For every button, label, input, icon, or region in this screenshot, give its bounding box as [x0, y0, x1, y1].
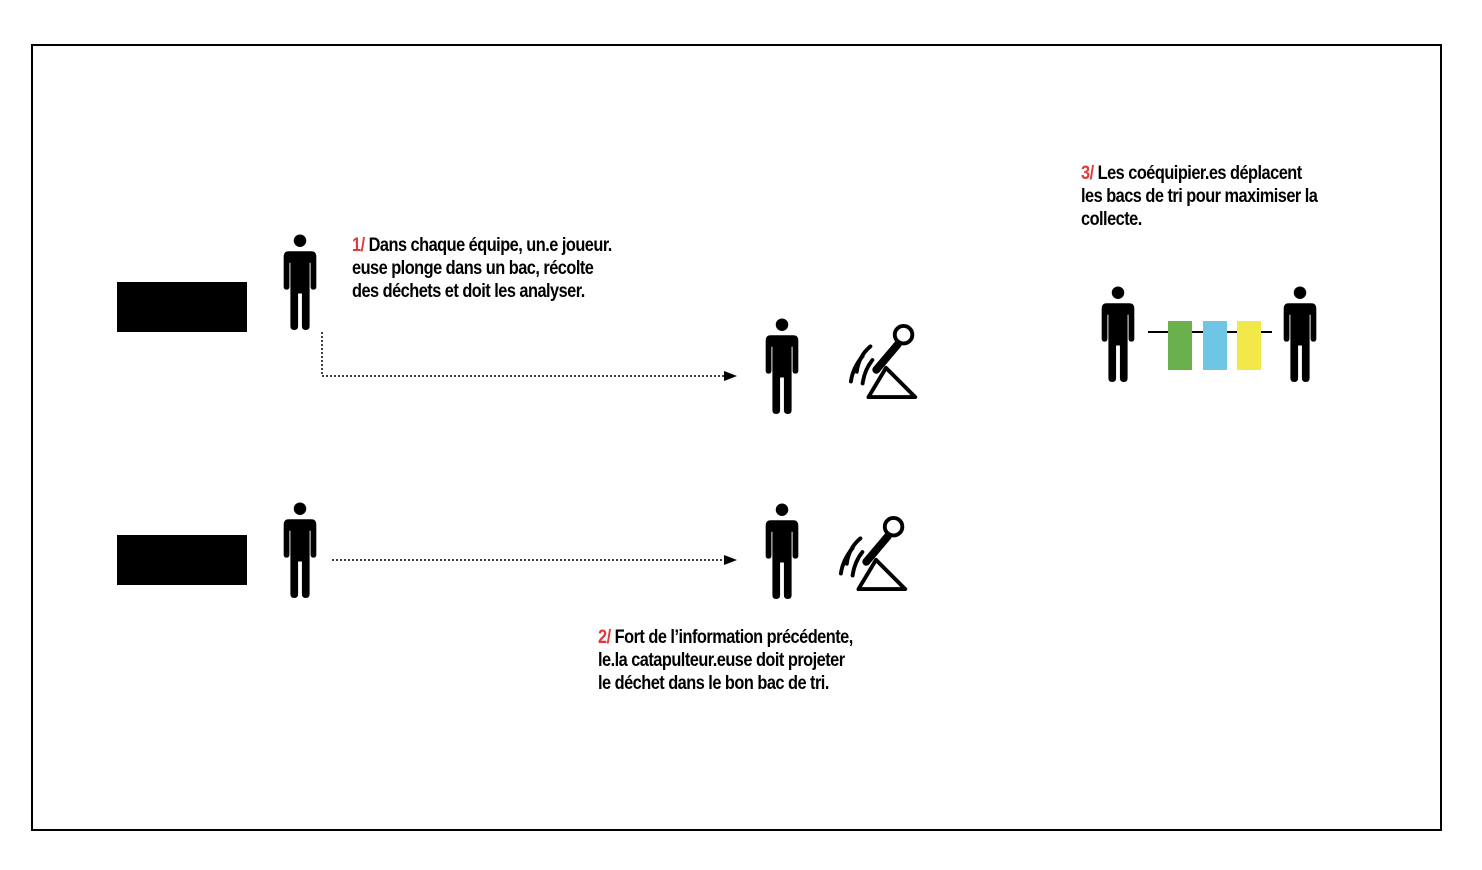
step2-line-2: le.la catapulteur.euse doit projeter — [598, 650, 845, 672]
step3-number: 3/ — [1081, 163, 1094, 184]
step3-line-1: Les coéquipier.es déplacent — [1097, 163, 1302, 184]
yellow-bin — [1237, 321, 1261, 370]
step2-line-1: Fort de l’information précédente, — [614, 627, 853, 648]
step2-text — [598, 626, 853, 696]
green-bin — [1168, 321, 1192, 370]
step3-line-3: collecte. — [1081, 209, 1142, 231]
step1-number: 1/ — [352, 235, 365, 256]
blue-bin — [1203, 321, 1227, 370]
step1-text — [352, 234, 612, 304]
step2-line-3: le déchet dans le bon bac de tri. — [598, 673, 829, 695]
step1-line-1: Dans chaque équipe, un.e joueur. — [368, 235, 612, 256]
step2-number: 2/ — [598, 627, 611, 648]
step1-line-3: des déchets et doit les analyser. — [352, 281, 585, 303]
step1-line-2: euse plonge dans un bac, récolte — [352, 258, 594, 280]
step3-text — [1081, 162, 1317, 232]
sorting-bins — [1140, 320, 1280, 372]
step3-line-2: les bacs de tri pour maximiser la — [1081, 186, 1318, 208]
